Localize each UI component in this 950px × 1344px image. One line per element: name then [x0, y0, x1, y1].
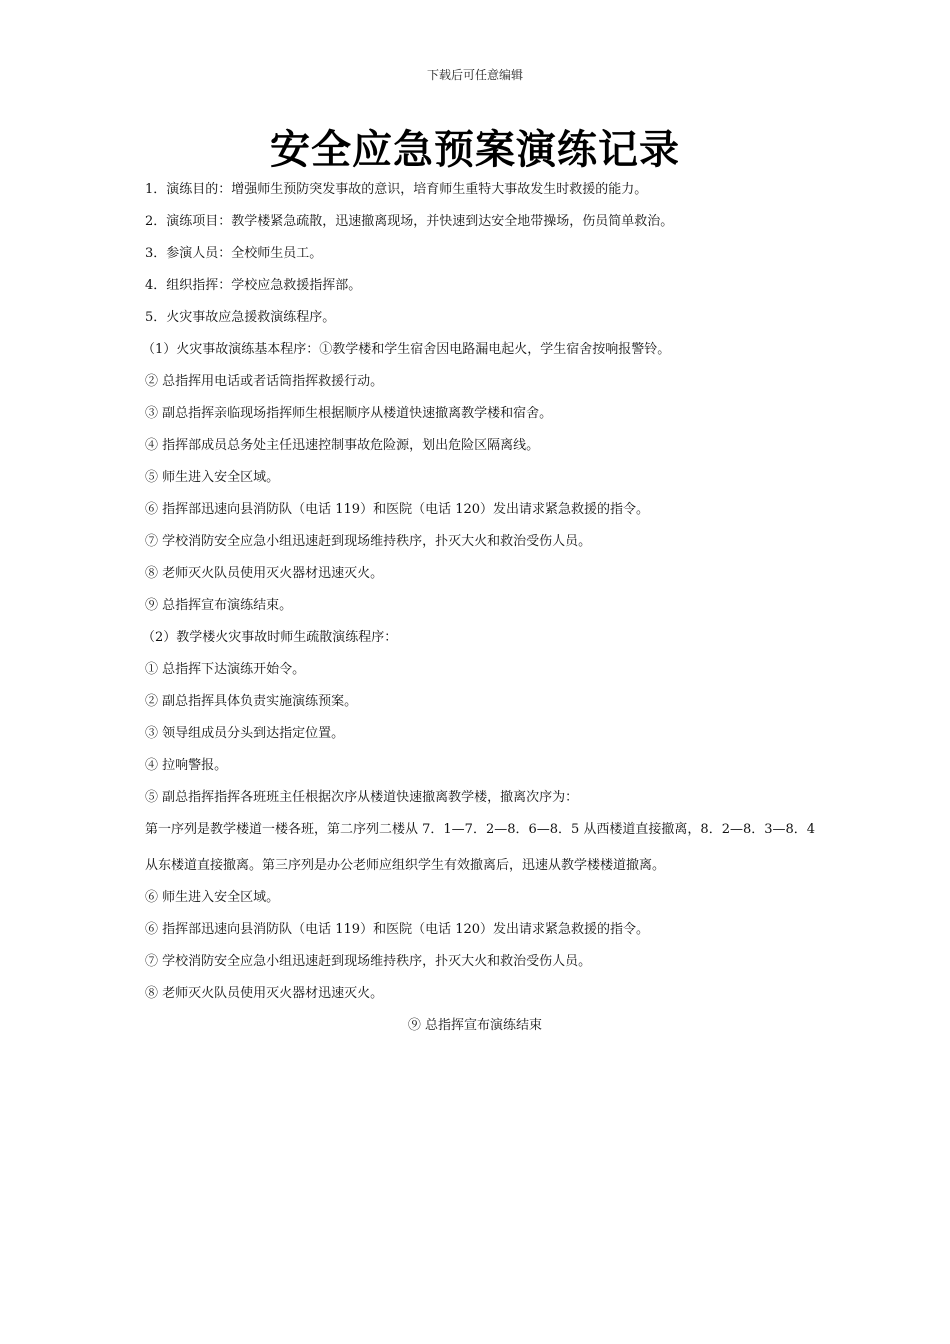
paragraph-line: ④ 指挥部成员总务处主任迅速控制事故危险源，划出危险区隔离线。	[145, 438, 540, 453]
paragraph-line: ② 总指挥用电话或者话筒指挥救援行动。	[145, 374, 384, 389]
paragraph-line: ⑤ 师生进入安全区域。	[145, 470, 280, 485]
paragraph-line: ⑥ 指挥部迅速向县消防队（电话 119）和医院（电话 120）发出请求紧急救援的指令。	[145, 502, 650, 517]
paragraph-line: 2．演练项目：教学楼紧急疏散，迅速撤离现场，并快速到达安全地带操场，伤员简单救治。	[145, 214, 674, 229]
paragraph-line: 从东楼道直接撤离。第三序列是办公老师应组织学生有效撤离后，迅速从教学楼楼道撤离。	[145, 858, 666, 873]
paragraph-line: ⑨ 总指挥宣布演练结束。	[145, 598, 293, 613]
paragraph-line: 3．参演人员：全校师生员工。	[145, 246, 323, 261]
paragraph-line: ④ 拉响警报。	[145, 758, 228, 773]
paragraph-line: ① 总指挥下达演练开始令。	[145, 662, 306, 677]
paragraph-line: （2）教学楼火灾事故时师生疏散演练程序：	[142, 630, 398, 645]
paragraph-line: ⑤ 副总指挥指挥各班班主任根据次序从楼道快速撤离教学楼，撤离次序为：	[145, 790, 579, 805]
document-title: 安全应急预案演练记录	[270, 126, 680, 173]
closing-line: ⑨ 总指挥宣布演练结束	[407, 1018, 543, 1033]
paragraph-line: ⑦ 学校消防安全应急小组迅速赶到现场维持秩序，扑灭大火和救治受伤人员。	[145, 534, 592, 549]
document-body	[142, 174, 825, 1042]
paragraph-line: 1．演练目的：增强师生预防突发事故的意识，培育师生重特大事故发生时救援的能力。	[145, 182, 648, 197]
header-note: 下载后可任意编辑	[426, 68, 523, 82]
paragraph-line: ⑧ 老师灭火队员使用灭火器材迅速灭火。	[145, 986, 384, 1001]
paragraph-line: ③ 副总指挥亲临现场指挥师生根据顺序从楼道快速撤离教学楼和宿舍。	[145, 406, 553, 421]
paragraph-line: （1）火灾事故演练基本程序：①教学楼和学生宿舍因电路漏电起火，学生宿舍按响报警铃。	[142, 342, 671, 357]
paragraph-line: ⑥ 师生进入安全区域。	[145, 890, 280, 905]
paragraph-line: ⑧ 老师灭火队员使用灭火器材迅速灭火。	[145, 566, 384, 581]
paragraph-line: ⑦ 学校消防安全应急小组迅速赶到现场维持秩序，扑灭大火和救治受伤人员。	[145, 954, 592, 969]
paragraph-line: ③ 领导组成员分头到达指定位置。	[145, 726, 345, 741]
paragraph-line: ⑥ 指挥部迅速向县消防队（电话 119）和医院（电话 120）发出请求紧急救援的指令。	[145, 922, 650, 937]
paragraph-line: 4．组织指挥：学校应急救援指挥部。	[145, 278, 362, 293]
paragraph-line: ② 副总指挥具体负责实施演练预案。	[145, 694, 358, 709]
paragraph-line: 第一序列是教学楼道一楼各班，第二序列二楼从 7．1—7．2—8．6—8．5 从西楼道直接撤离，8．2—8．3—8．4	[145, 822, 816, 837]
paragraph-line: 5．火灾事故应急援救演练程序。	[145, 310, 336, 325]
